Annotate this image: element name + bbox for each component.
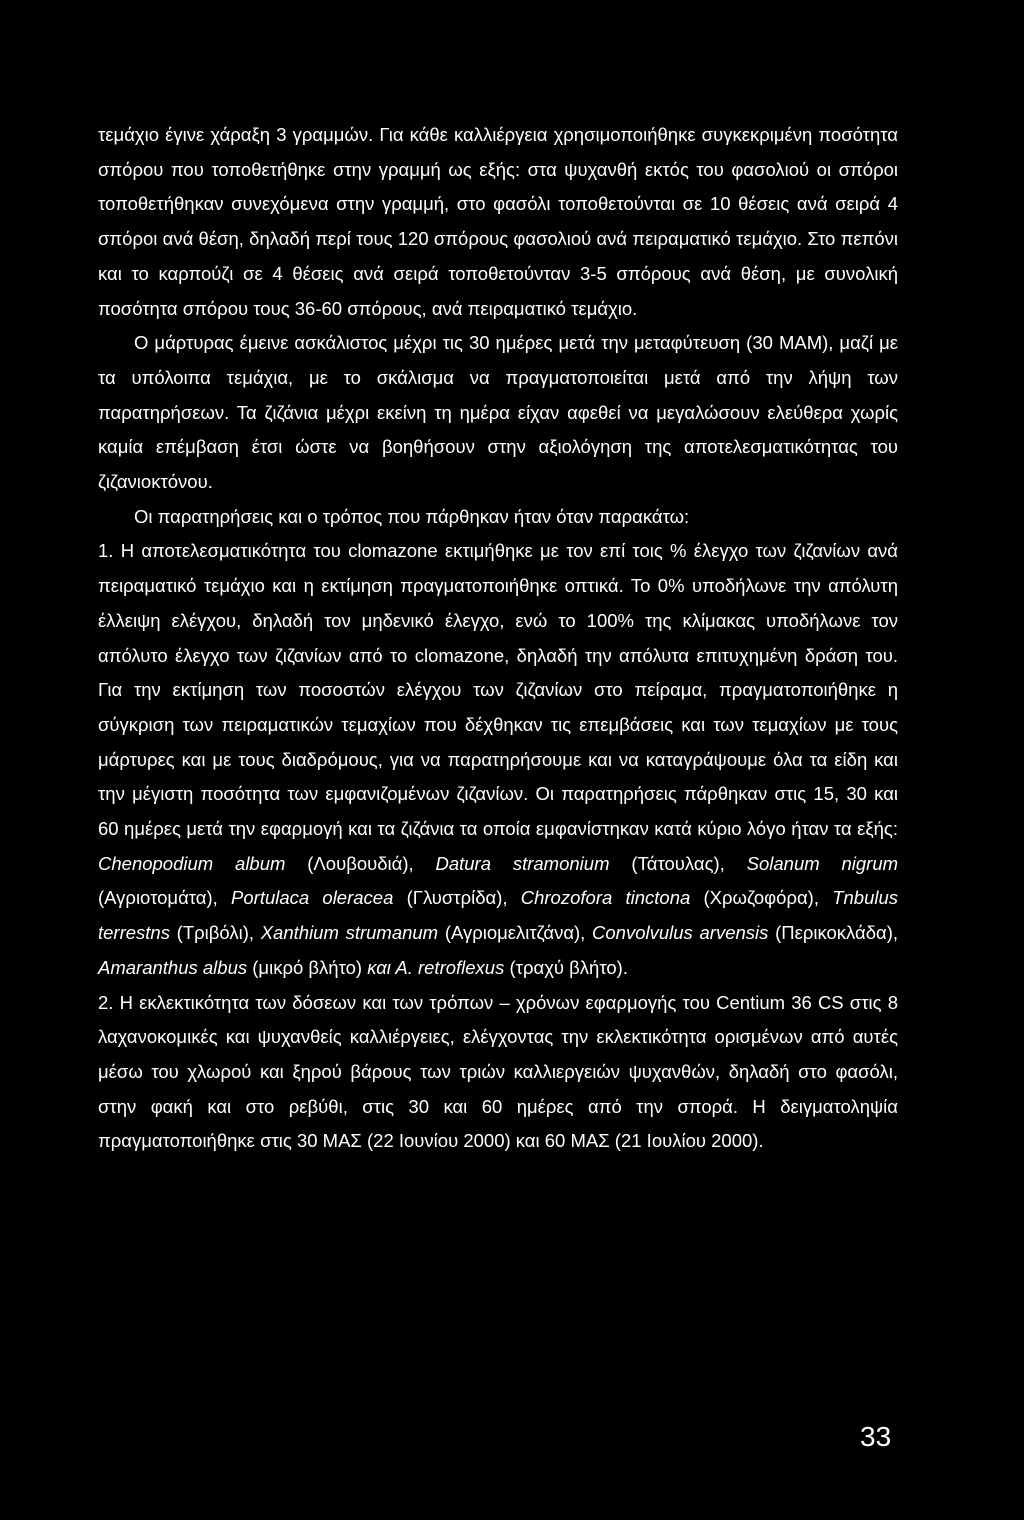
species-name: Amaranthus albus [98,956,248,978]
species-name: Convolvulus arvensis [592,922,769,944]
species-name: Chrozofora tinctona [520,887,691,909]
page-number: 33 [860,1421,892,1452]
list-item-text: Η εκλεκτικότητα των δόσεων και των τρόπων – χρόνων εφαρμογής του Centium 36 CS στις 8 λαχανοκομικές και ψυχανθείς καλλιέργειες, ελέγχοντας την εκλεκτικότητα ορισμένων από αυτές μέσω του χλωρού και ξηρού βάρους των τριών καλλιεργειών ψυχανθών, δηλαδή στο φασόλι, στην φακή και στο ρεβύθι, στις 30 και 60 ημέρες από την σπορά. Η δειγματοληψία πραγματοποιήθηκε στις 30 ΜΑΣ (22 Ιουνίου 2000) και 60 ΜΑΣ (21 Ιουλίου 2000). [98,991,899,1152]
species-name: Datura stramonium [435,852,610,874]
common-name: (Αγριοτομάτα), [98,887,218,909]
species-name: retroflexus [417,956,505,978]
common-name: (Χρωζοφόρα), [703,887,819,909]
list-number: 2. [98,991,114,1013]
list-item-text: Η αποτελεσματικότητα του clomazone εκτιμήθηκε με τον επί τοις % έλεγχο των ζιζανίων ανά πειραματικό τεμάχιο και η εκτίμηση πραγματοποιήθηκε οπτικά. Το 0% υποδήλωνε την απόλυτη έλλειψη ελέγχου, δηλαδή τον μηδενικό έλεγχο, ενώ το 100% της κλίμακας υποδήλωνε τον απόλυτο έλεγχο των ζιζανίων από το clomazone, δηλαδή την απόλυτα επιτυχημένη δράση του. Για την εκτίμηση των ποσοστών ελέγχου των ζιζανίων στο πείραμα, πραγματοποιήθηκε η σύγκριση των πειραματικών τεμαχίων που δέχθηκαν τις επεμβάσεις και των τεμαχίων με τους μάρτυρες και με τους διαδρόμους, για να παρατηρήσουμε και να καταγράψουμε όλα τα είδη και την μέγιστη ποσότητα των εμφανιζομένων ζιζανίων. Οι παρατηρήσεις πάρθηκαν στις 15, 30 και 60 ημέρες μετά την εφαρμογή και τα ζιζάνια τα οποία εμφανίστηκαν κατά κύριο λόγο ήταν τα εξής: [98,540,899,840]
common-name: (Τριβόλι), [176,922,255,944]
species-name: Xanthium strumanum [260,922,439,944]
conjunction-text: και Α. [367,956,413,978]
paragraph-control: Ο μάρτυρας έμεινε ασκάλιστος μέχρι τις 30 ημέρες μετά την μεταφύτευση (30 ΜΑΜ), μαζί με τα υπόλοιπα τεμάχια, με το σκάλισμα να πραγματοποιείται μετά από την λήψη των παρατηρήσεων. Τα ζιζάνια μέχρι εκείνη τη ημέρα είχαν αφεθεί να μεγαλώσουν ελεύθερα χωρίς καμία επέμβαση έτσι ώστε να βοηθήσουν στην αξιολόγηση της αποτελεσματικότητας του ζιζανιοκτόνου. [98,332,898,493]
list-item-selectivity [98,986,898,1160]
common-name: (Λουβουδιά), [307,852,414,874]
paragraph-seeding: τεμάχιο έγινε χάραξη 3 γραμμών. Για κάθε καλλιέργεια χρησιμοποιήθηκε συγκεκριμένη ποσότητα σπόρου που τοποθετήθηκε στην γραμμή ως εξής: στα ψυχανθή εκτός του φασολιού οι σπόροι τοποθετήθηκαν συνεχόμενα στην γραμμή, στο φασόλι τοποθετούνται σε 10 θέσεις ανά σειρά 4 σπόροι ανά θέση, δηλαδή περί τους 120 σπόρους φασολιού ανά πειραματικό τεμάχιο. Στο πεπόνι και το καρπούζι σε 4 θέσεις ανά σειρά τοποθετούνταν 3-5 σπόρους ανά θέση, με συνολική ποσότητα σπόρου τους 36-60 σπόρους, ανά πειραματικό τεμάχιο. [98,124,898,319]
species-name: Solanum nigrum [746,852,899,874]
paragraph-observations-intro: Οι παρατηρήσεις και ο τρόπος που πάρθηκαν ήταν όταν παρακάτω: [134,505,690,527]
list-item-efficacy [98,534,898,985]
common-name: (Τάτουλας), [631,852,725,874]
list-number: 1. [98,540,114,562]
body-text [98,118,898,1159]
common-name: (Αγριομελιτζάνα), [444,922,586,944]
common-name: (μικρό βλήτο) [252,956,363,978]
species-name: Portulaca oleracea [231,887,394,909]
common-name: (Γλυστρίδα), [406,887,508,909]
common-name: (Περικοκλάδα), [775,922,899,944]
species-name: Tnbulus terrestns [98,887,899,944]
common-name: (τραχύ βλήτο). [509,956,628,978]
species-name: Chenopodium album [98,852,286,874]
